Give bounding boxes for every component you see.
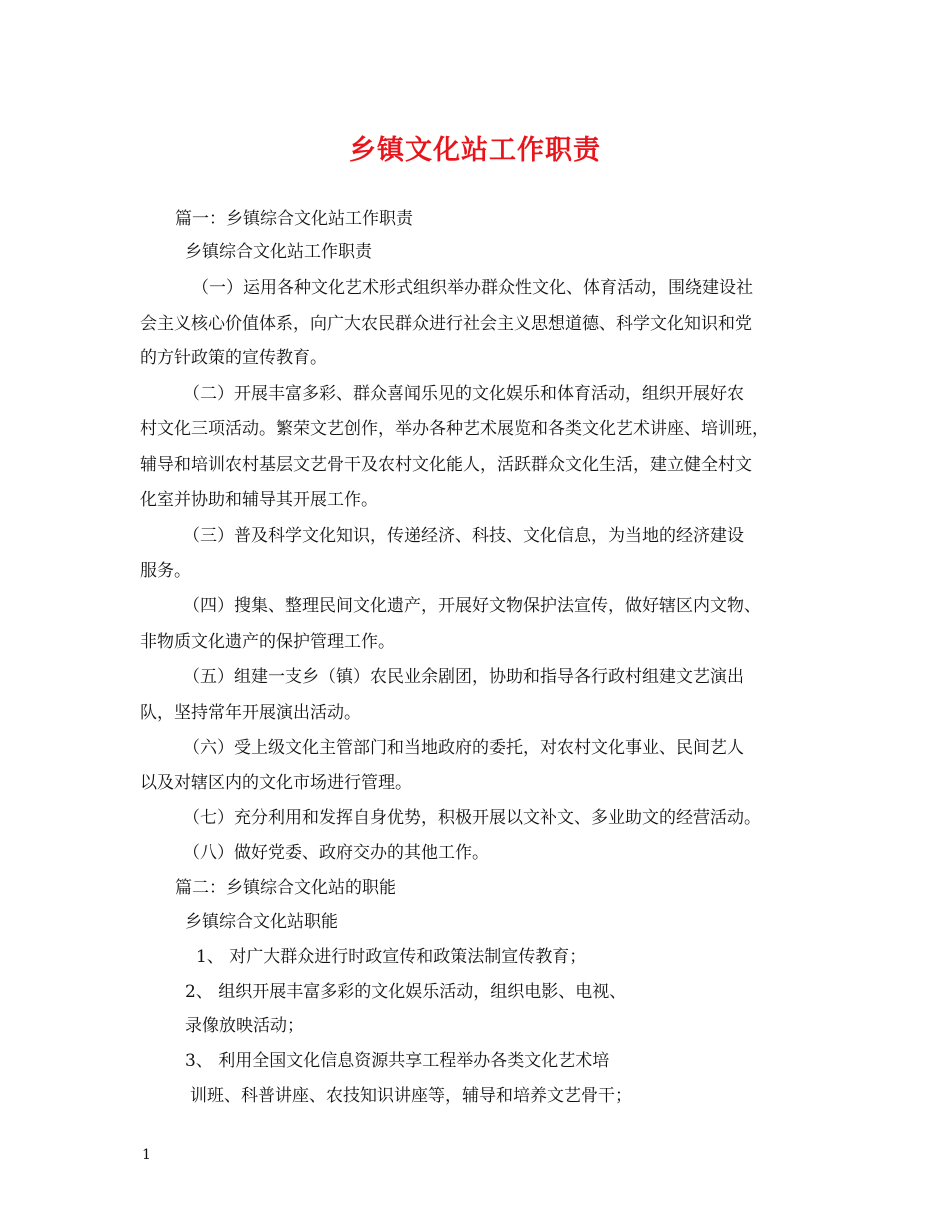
paragraph-line: （六）受上级文化主管部门和当地政府的委托，对农村文化事业、民间艺人: [183, 738, 744, 758]
section-heading-2: 篇二：乡镇综合文化站的职能: [175, 878, 396, 898]
paragraph-line: 队，坚持常年开展演出活动。: [140, 703, 361, 723]
list-item-continuation: 录像放映活动；: [185, 1016, 304, 1036]
paragraph-line: （一）运用各种文化艺术形式组织举办群众性文化、体育活动，围绕建设社: [192, 278, 753, 298]
list-item: 1、 对广大群众进行时政宣传和政策法制宣传教育；: [196, 947, 587, 967]
paragraph-line: 村文化三项活动。繁荣文艺创作，举办各种艺术展览和各类文化艺术讲座、培训班，: [140, 419, 769, 439]
paragraph-line: 服务。: [140, 561, 191, 581]
list-item-continuation: 训班、科普讲座、农技知识讲座等，辅导和培养文艺骨干；: [190, 1086, 632, 1106]
paragraph-line: 的方针政策的宣传教育。: [140, 348, 327, 368]
section-heading-1: 篇一：乡镇综合文化站工作职责: [175, 209, 413, 229]
paragraph-line: 非物质文化遗产的保护管理工作。: [140, 632, 395, 652]
paragraph-line: 会主义核心价值体系，向广大农民群众进行社会主义思想道德、科学文化知识和党: [140, 314, 752, 334]
document-title: 乡镇文化站工作职责: [349, 135, 601, 166]
paragraph-line: 化室并协助和辅导其开展工作。: [140, 490, 378, 510]
paragraph-line: （七）充分利用和发挥自身优势，积极开展以文补文、多业助文的经营活动。: [183, 808, 761, 828]
paragraph-line: （四）搜集、整理民间文化遗产，开展好文物保护法宣传，做好辖区内文物、: [183, 596, 761, 616]
paragraph-line: 以及对辖区内的文化市场进行管理。: [140, 773, 412, 793]
paragraph-line: （二）开展丰富多彩、群众喜闻乐见的文化娱乐和体育活动，组织开展好农: [183, 384, 744, 404]
paragraph-line: （五）组建一支乡（镇）农民业余剧团，协助和指导各行政村组建文艺演出: [183, 667, 744, 687]
list-item: 3、 利用全国文化信息资源共享工程举办各类文化艺术培: [185, 1051, 610, 1071]
subheading-2: 乡镇综合文化站职能: [185, 912, 338, 932]
subheading-1: 乡镇综合文化站工作职责: [185, 242, 372, 262]
paragraph-line: 辅导和培训农村基层文艺骨干及农村文化能人，活跃群众文化生活，建立健全村文: [140, 455, 752, 475]
page-number: 1: [142, 1147, 151, 1163]
paragraph-line: （三）普及科学文化知识，传递经济、科技、文化信息，为当地的经济建设: [183, 526, 744, 546]
list-item: 2、 组织开展丰富多彩的文化娱乐活动，组织电影、电视、: [185, 982, 627, 1002]
paragraph-line: （八）做好党委、政府交办的其他工作。: [183, 843, 489, 863]
